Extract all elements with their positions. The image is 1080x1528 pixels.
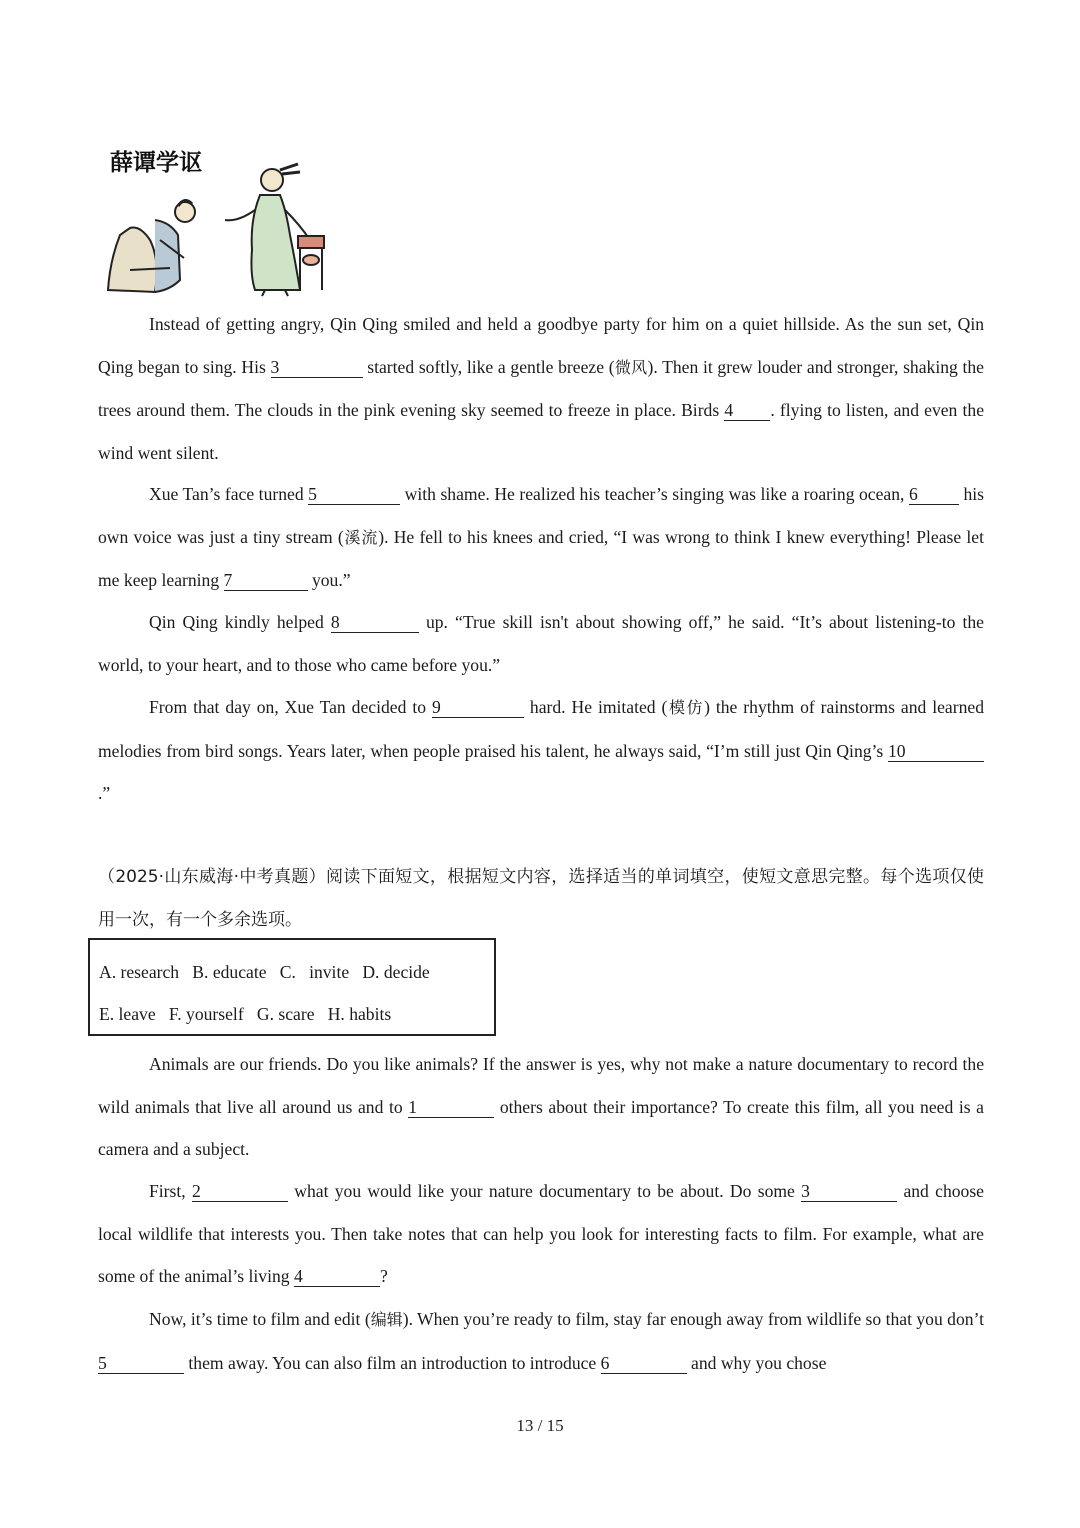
- section2-instruction: （2025·山东威海·中考真题）阅读下面短文，根据短文内容，选择适当的单词填空，使短文意思完整。每个选项仅使用一次，有一个多余选项。: [98, 867, 984, 930]
- blank-10[interactable]: 10: [888, 741, 984, 762]
- blank-5b[interactable]: 5: [98, 1353, 184, 1374]
- blank-8[interactable]: 8: [331, 612, 419, 633]
- page-number: 13 / 15: [516, 1416, 564, 1435]
- blank-6[interactable]: 6: [909, 484, 959, 505]
- blank-3[interactable]: 3: [271, 357, 363, 378]
- passage2-paragraph-2: First, 2 what you would like your nature documentary to be about. Do some 3 and choose local wildlife that interests you. Then take notes that can help you look for interesting facts to film. For example, what are some of the animal’s living 4 ?: [98, 1181, 984, 1287]
- blank-3b[interactable]: 3: [801, 1181, 897, 1202]
- word-options-box: [88, 938, 496, 1036]
- passage1-paragraph-4: From that day on, Xue Tan decided to 9 hard. He imitated (模仿) the rhythm of rainstorms and learned melodies from bird songs. Years later, when people praised his talent, he always said, “I’m still just Qin Qing’s 10.”: [98, 697, 984, 804]
- passage1-paragraph-1: Instead of getting angry, Qin Qing smiled and held a goodbye party for him on a quiet hillside. As the sun set, Qin Qing began to sing. His 3 started softly, like a gentle breeze (微风). Then it grew louder and stronger, shaking the trees around them. The clouds in the pink evening sky seemed to freeze in place. Birds 4 . flying to listen, and even the wind went silent.: [98, 314, 985, 463]
- drum-table: [298, 236, 324, 290]
- blank-4b[interactable]: 4: [294, 1266, 380, 1287]
- blank-1[interactable]: 1: [408, 1097, 494, 1118]
- passage1-paragraph-2: Xue Tan’s face turned 5 with shame. He realized his teacher’s singing was like a roaring ocean, 6 his own voice was just a tiny stream (溪流). He fell to his knees and cried, “I was wrong to think I knew everything! Please let me keep learning 7 you.”: [98, 484, 984, 591]
- blank-6b[interactable]: 6: [601, 1353, 687, 1374]
- blank-4[interactable]: 4: [724, 400, 770, 421]
- passage2-paragraph-1: Animals are our friends. Do you like animals? If the answer is yes, why not make a nature documentary to record the wild animals that live all around us and to 1 others about their importance? To create this film, all you need is a camera and a subject.: [98, 1054, 984, 1160]
- blank-7[interactable]: 7: [224, 570, 308, 591]
- kneeling-figure: [108, 200, 195, 292]
- xue-tan-illustration: [100, 140, 332, 298]
- illustration-title: 薛谭学讴: [110, 150, 202, 176]
- blank-2[interactable]: 2: [192, 1181, 288, 1202]
- options-line-2: E. leave F. yourself G. scare H. habits: [99, 1004, 392, 1024]
- passage2-paragraph-3: Now, it’s time to film and edit (编辑). When you’re ready to film, stay far enough away from wildlife so that you don’t 5 them away. You can also film an introduction to introduce 6 and why you chose: [98, 1309, 984, 1373]
- blank-5[interactable]: 5: [308, 484, 400, 505]
- teacher-figure: [225, 164, 310, 296]
- passage1-paragraph-3: Qin Qing kindly helped 8 up. “True skill isn't about showing off,” he said. “It’s about listening-to the world, to your heart, and to those who came before you.”: [98, 612, 984, 675]
- blank-9[interactable]: 9: [432, 697, 524, 718]
- options-line-1: A. research B. educate C. invite D. decide: [99, 962, 430, 982]
